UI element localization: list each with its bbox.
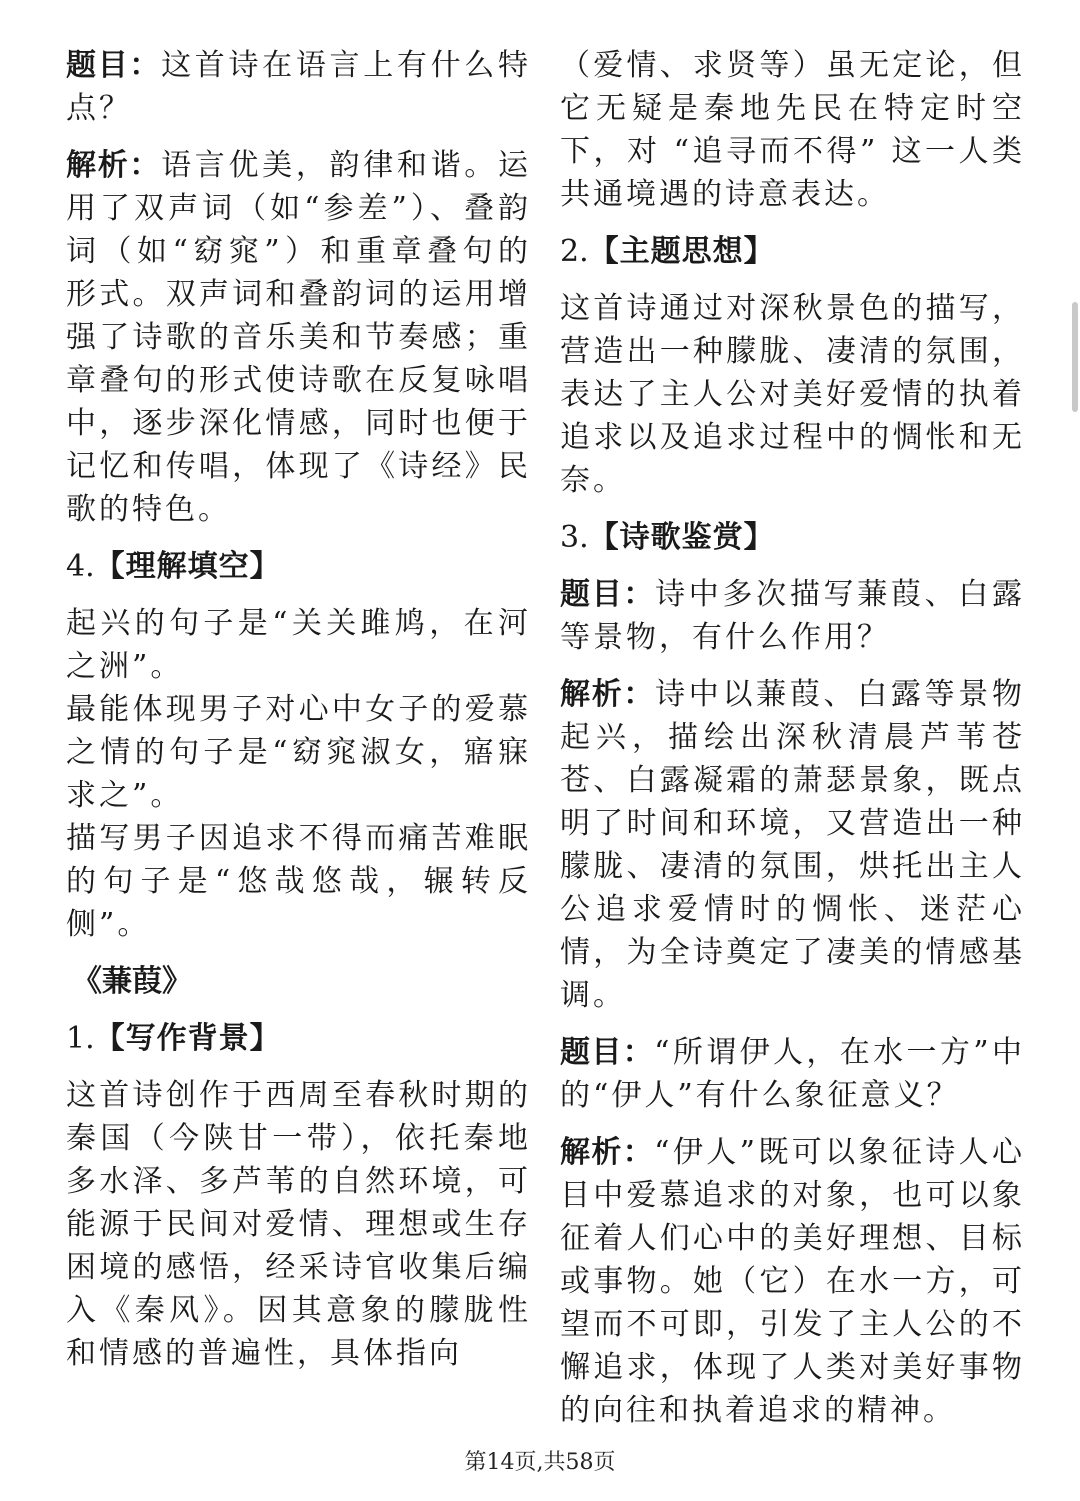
- section-heading-appreciation: [560, 516, 1025, 559]
- analysis-text: “伊人”既可以象征诗人心目中爱慕追求的对象，也可以象征着人们心中的美好理想、目标或事物。她（它）在水一方，可望而不可即，引发了主人公的不懈追求，体现了人类对美好事物的向往和执着追求的精神。: [560, 1135, 1025, 1428]
- right-column: [560, 44, 1025, 1432]
- analysis-label: 解析：: [560, 1135, 655, 1170]
- question-language: [66, 44, 531, 130]
- page-number: 第14页,共58页: [464, 1450, 616, 1475]
- section-title: 【主题思想】: [588, 234, 775, 269]
- question-yiren: [560, 1031, 1025, 1117]
- background-text: 这首诗创作于西周至春秋时期的秦国（今陕甘一带），依托秦地多水泽、多芦苇的自然环境，可能源于民间对爱情、理想或生存困境的感悟，经采诗官收集后编入《秦风》。因其意象的朦胧性和情感的普遍性，具体指向: [66, 1078, 531, 1371]
- analysis-scenery: [560, 673, 1025, 1017]
- question-text: 诗中多次描写蒹葭、白露等景物，有什么作用？: [560, 577, 1026, 655]
- analysis-text: 语言优美，韵律和谐。运用了双声词（如“参差”）、叠韵词（如“窈窕”）和重章叠句的形式。双声词和叠韵词的运用增强了诗歌的音乐美和节奏感；重章叠句的形式使诗歌在反复咏唱中，逐步深化情感，同时也便于记忆和传唱，体现了《诗经》民歌的特色。: [66, 148, 532, 527]
- section-heading-background: [66, 1017, 531, 1060]
- question-text: 这首诗在语言上有什么特点？: [66, 48, 532, 126]
- analysis-yiren: [560, 1131, 1025, 1432]
- analysis-text: 诗中以蒹葭、白露等景物起兴，描绘出深秋清晨芦苇苍苍、白露凝霜的萧瑟景象，既点明了时间和环境，又营造出一种朦胧、凄清的氛围，烘托出主人公追求爱情时的惆怅、迷茫心情，为全诗奠定了凄美的情感基调。: [560, 677, 1026, 1013]
- scrollbar-thumb[interactable]: [1072, 302, 1078, 412]
- theme-text: 这首诗通过对深秋景色的描写，营造出一种朦胧、凄清的氛围，表达了主人公对美好爱情的执着追求以及追求过程中的惆怅和无奈。: [560, 291, 1025, 498]
- left-column: [66, 44, 531, 1375]
- section-number: 4.: [66, 549, 95, 584]
- analysis-label: 解析：: [66, 148, 162, 183]
- section-title: 【理解填空】: [94, 549, 281, 584]
- section-heading-theme: [560, 230, 1025, 273]
- poem-title: 《蒹葭》: [72, 964, 192, 999]
- question-label: 题目：: [560, 1035, 655, 1070]
- section-title: 【诗歌鉴赏】: [588, 520, 775, 555]
- question-text: “所谓伊人，在水一方”中的“伊人”有什么象征意义？: [560, 1035, 1025, 1113]
- analysis-label: 解析：: [560, 677, 656, 712]
- question-label: 题目：: [66, 48, 162, 83]
- section-number: 1.: [66, 1021, 95, 1056]
- analysis-language: [66, 144, 531, 531]
- question-scenery: [560, 573, 1025, 659]
- fill-blank-item: 最能体现男子对心中女子的爱慕之情的句子是“窈窕淑女，寤寐求之”。: [66, 692, 531, 813]
- section-heading-fill-blank: [66, 545, 531, 588]
- section-title: 【写作背景】: [94, 1021, 281, 1056]
- fill-blank-item: 描写男子因追求不得而痛苦难眠的句子是“悠哉悠哉，辗转反侧”。: [66, 821, 531, 942]
- background-text-continued: （爱情、求贤等）虽无定论，但它无疑是秦地先民在特定时空下，对 “追寻而不得” 这一人类共通境遇的诗意表达。: [560, 48, 1025, 212]
- fill-blank-item: 起兴的句子是“关关雎鸠，在河之洲”。: [66, 606, 531, 684]
- section-number: 3.: [560, 520, 589, 555]
- section-number: 2.: [560, 234, 589, 269]
- question-label: 题目：: [560, 577, 656, 612]
